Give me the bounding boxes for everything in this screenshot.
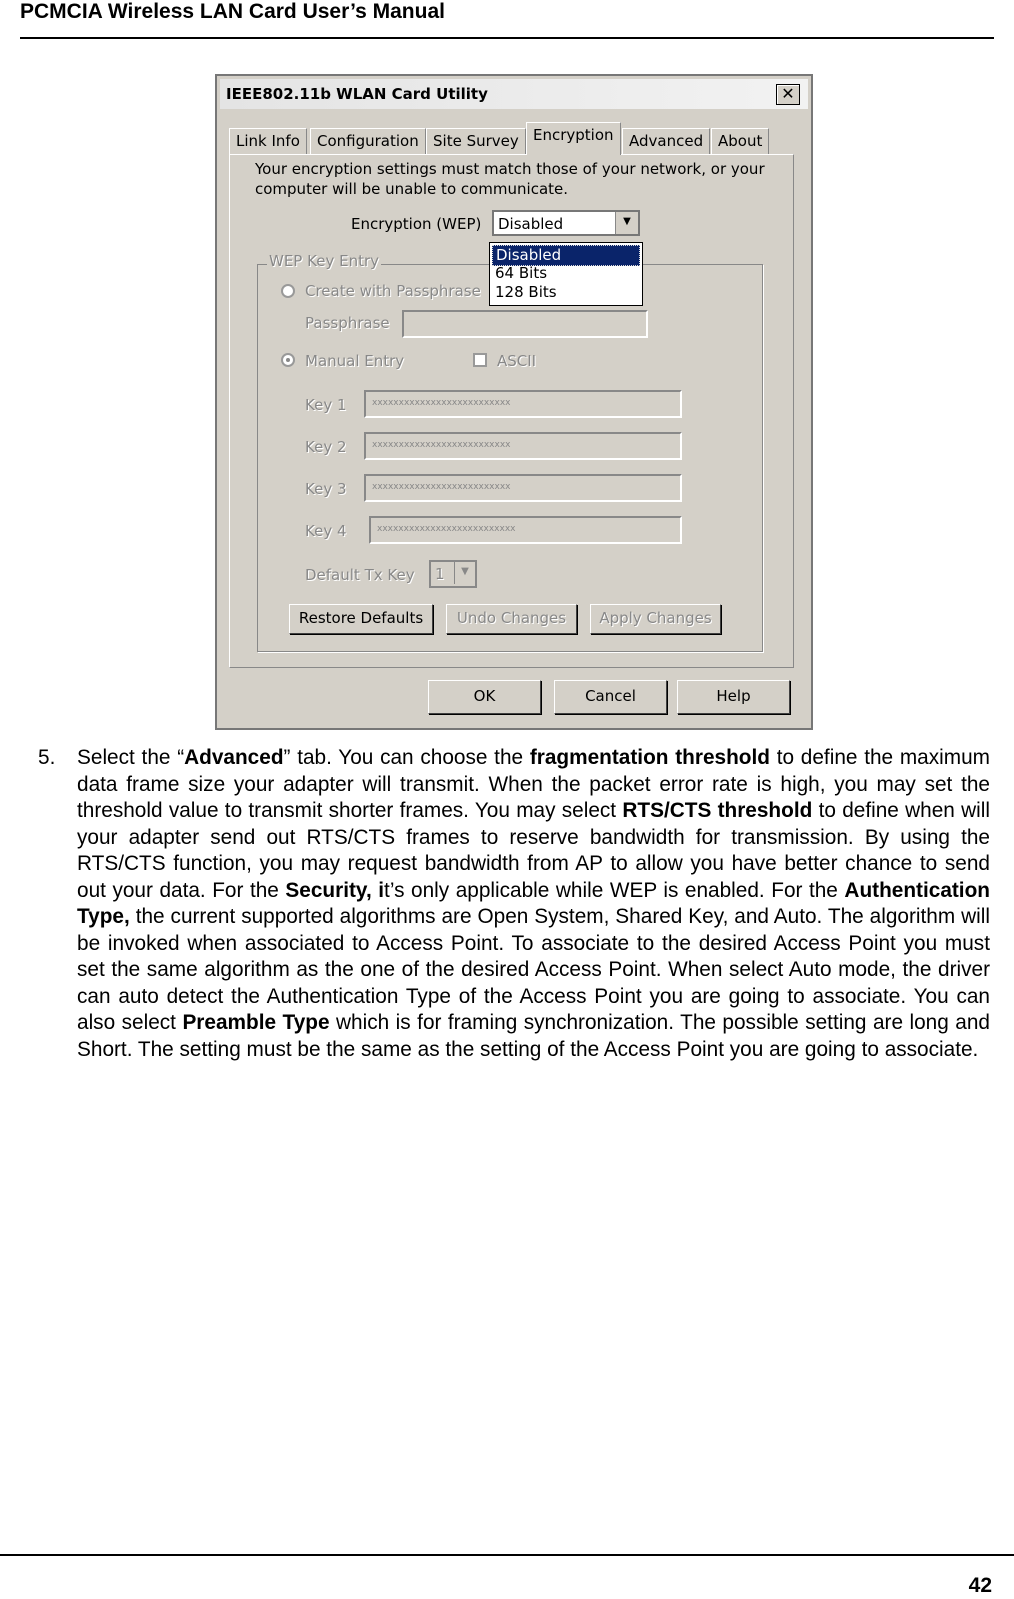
tab-site-survey[interactable]: Site Survey [426,128,526,154]
apply-changes-button[interactable]: Apply Changes [590,604,721,634]
encryption-label: Encryption (WEP) [351,215,482,233]
text-span: t’s only applicable while WEP is enabled. For the [384,878,845,902]
running-header: PCMCIA Wireless LAN Card User’s Manual [20,0,445,23]
passphrase-input[interactable] [402,310,648,338]
dropdown-arrow-icon[interactable]: ▼ [454,562,475,584]
bold-preamble-type: Preamble Type [182,1011,330,1034]
bold-security: Security, i [285,878,385,902]
default-tx-key-value: 1 [435,565,445,583]
cancel-button[interactable]: Cancel [554,680,667,714]
encryption-select[interactable] [492,210,640,236]
key4-label: Key 4 [305,522,347,540]
page-number: 42 [968,1574,992,1597]
key4-input[interactable]: xxxxxxxxxxxxxxxxxxxxxxxxxx [369,516,682,544]
key2-label: Key 2 [305,438,347,456]
wep-key-entry-label: WEP Key Entry [269,252,379,270]
tab-link-info[interactable]: Link Info [229,128,307,154]
ascii-checkbox[interactable] [473,353,487,367]
option-64-bits[interactable]: 64 Bits [495,264,548,282]
create-passphrase-radio[interactable] [281,284,295,298]
tab-configuration[interactable]: Configuration [310,128,426,154]
text-span: ” tab. You can choose the [283,746,530,769]
key3-input[interactable]: xxxxxxxxxxxxxxxxxxxxxxxxxx [364,474,682,502]
bold-authentication-type: Authentication Type, [77,878,990,928]
text-span: to define the maximum data frame size your adapter will transmit. When the packet error rate is high, you may set the threshold value to transmit shorter frames. You may select [77,746,990,822]
footer-rule [0,1554,1014,1556]
bold-fragmentation-threshold: fragmentation threshold [529,746,770,769]
text-span: the current supported algorithms are Open System, Shared Key, and Auto. The algorithm will be invoked when associated to Access Point. To associate to the desired Access Point you must set the same algorithm as the one of the desired Access Point. When select Auto mode, the driver can auto detect the Authentication Type of the Access Point you are going to associate. You can also select [77,905,990,1034]
restore-defaults-button[interactable]: Restore Defaults [289,604,433,634]
paragraph [77,745,990,1063]
create-passphrase-label: Create with Passphrase [305,282,481,300]
manual-entry-radio[interactable] [281,353,295,367]
bold-rts-cts-threshold: RTS/CTS threshold [622,799,813,822]
text-span: which is for framing synchronization. The possible setting are long and Short. The setting must be the same as the setting of the Access Point you are going to associate. [77,1011,990,1061]
list-item-number: 5. [38,746,56,769]
encryption-select-value: Disabled [498,215,564,233]
manual-entry-label: Manual Entry [305,352,405,370]
ok-button[interactable]: OK [428,680,541,714]
close-icon[interactable]: ✕ [776,84,800,105]
tab-encryption[interactable]: Encryption [526,122,621,155]
passphrase-label: Passphrase [305,314,390,332]
key1-label: Key 1 [305,396,347,414]
help-button[interactable]: Help [677,680,790,714]
default-tx-key-select[interactable] [429,560,477,588]
default-tx-key-label: Default Tx Key [305,566,415,584]
undo-changes-button[interactable]: Undo Changes [446,604,577,634]
option-128-bits[interactable]: 128 Bits [495,283,557,301]
dialog-title: IEEE802.11b WLAN Card Utility [226,85,488,103]
key1-input[interactable]: xxxxxxxxxxxxxxxxxxxxxxxxxx [364,390,682,418]
key2-input[interactable]: xxxxxxxxxxxxxxxxxxxxxxxxxx [364,432,682,460]
bold-advanced: Advanced [184,746,284,769]
ascii-label: ASCII [497,352,537,370]
title-bar [220,79,808,109]
option-disabled[interactable]: Disabled [492,245,640,266]
tab-advanced[interactable]: Advanced [622,128,710,154]
encryption-options-list [489,242,643,306]
key3-label: Key 3 [305,480,347,498]
info-message-line1: Your encryption settings must match those of your network, or your [255,160,765,178]
dropdown-arrow-icon[interactable]: ▼ [615,212,638,234]
tab-about[interactable]: About [711,128,769,154]
wlan-utility-dialog [215,74,813,730]
info-message-line2: computer will be unable to communicate. [255,180,569,198]
text-span: to define when will your adapter send out RTS/CTS frames to reserve bandwidth for transmission. By using the RTS/CTS function, you may request bandwidth from AP to allow you have better chance to send out your data. For the [77,799,990,902]
text-span: Select the “ [77,746,185,769]
header-rule [20,37,994,39]
